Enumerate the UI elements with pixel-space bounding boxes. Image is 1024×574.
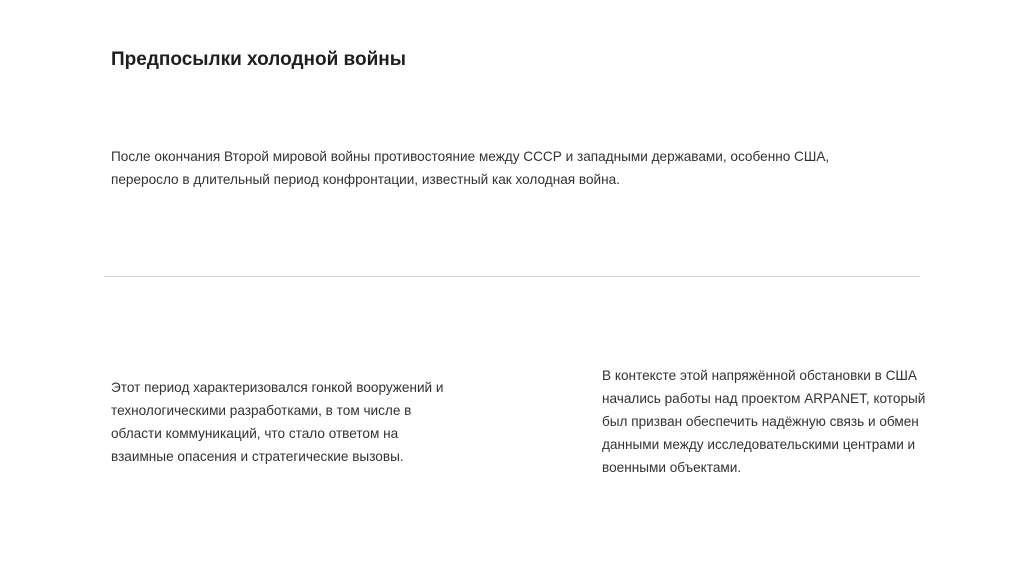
right-column-text: В контексте этой напряжённой обстановки в США начались работы над проектом ARPANET, который был призван обеспечить надёжную связь и обмен данными между исследовательскими центрами и военными объектами. <box>602 368 926 475</box>
section-divider <box>104 276 920 277</box>
intro-paragraph: После окончания Второй мировой войны противостояние между СССР и западными державами, особенно США, переросло в длительный период конфронтации, известный как холодная война. <box>111 149 830 187</box>
left-column-text: Этот период характеризовался гонкой вооружений и технологическими разработками, в том числе в области коммуникаций, что стало ответом на взаимные опасения и стратегические вызовы. <box>111 380 444 464</box>
slide-title: Предпосылки холодной войны <box>111 49 406 70</box>
